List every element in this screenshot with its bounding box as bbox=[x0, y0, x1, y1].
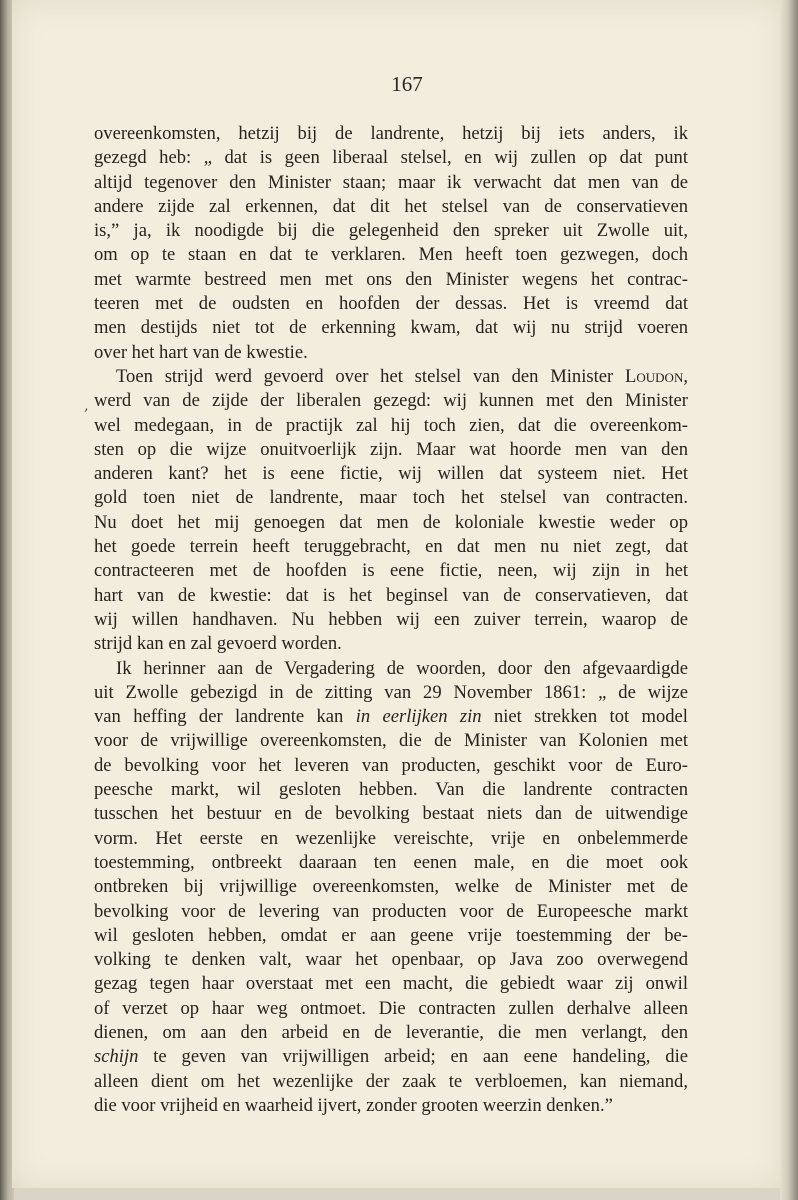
text-line: wij willen handhaven. Nu hebben wij een zuiver terrein, waarop de bbox=[94, 608, 688, 630]
text-line: over het hart van de kwestie. bbox=[94, 341, 308, 363]
text-line: is,” ja, ik noodigde bij die gelegenheid den spreker uit Zwolle uit, bbox=[94, 220, 688, 242]
text-line: strijd kan en zal gevoerd worden. bbox=[94, 633, 342, 655]
name-loudon: Loudon bbox=[625, 365, 684, 387]
text-fragment: niet strekken tot model bbox=[481, 706, 688, 728]
text-line: men destijds niet tot de erkenning kwam, dat wij nu strijd voeren bbox=[94, 317, 688, 339]
italic-phrase: in eerlijken zin bbox=[355, 706, 482, 728]
text-line: ontbreken bij vrijwillige overeenkomsten, welke de Minister met de bbox=[94, 876, 688, 898]
text-line: wel medegaan, in de practijk zal hij toch zien, dat die overeenkom- bbox=[94, 414, 688, 436]
text-line: voor de vrijwillige overeenkomsten, die de Minister van Kolonien met bbox=[94, 730, 688, 752]
text-line: wil gesloten hebben, omdat er aan geene vrije toestemming der be- bbox=[94, 924, 688, 946]
text-line: de bevolking voor het leveren van producten, geschikt voor de Euro- bbox=[94, 754, 688, 776]
text-line: tusschen het bestuur en de bevolking bestaat niets dan de uitwendige bbox=[94, 803, 688, 825]
text-line: Ik herinner aan de Vergadering de woorden, door den afgevaardigde bbox=[116, 657, 688, 679]
text-fragment: van heffing der landrente kan bbox=[94, 706, 356, 728]
text-line: sten op die wijze onuitvoerlijk zijn. Maar wat hoorde men van den bbox=[94, 438, 688, 460]
text-line: gezag tegen haar overstaat met een macht, die gebiedt waar zij onwil bbox=[94, 973, 688, 995]
text-line: uit Zwolle gebezigd in de zitting van 29 November 1861: „ de wijze bbox=[94, 681, 688, 703]
text-line: met warmte bestreed men met ons den Minister wegens het contrac- bbox=[94, 268, 688, 290]
italic-word: schijn bbox=[94, 1046, 139, 1068]
margin-mark: ‚ bbox=[84, 398, 89, 414]
text-line: om op te staan en dat te verklaren. Men heeft toen gezwegen, doch bbox=[94, 244, 688, 266]
text-line-eerlijken bbox=[94, 705, 688, 729]
text-line: toestemming, ontbreekt daaraan ten eenen male, en die moet ook bbox=[94, 851, 688, 873]
text-line: anderen kant? het is eene fictie, wij willen dat systeem niet. Het bbox=[94, 463, 688, 485]
text-line: contracteeren met de hoofden is eene fictie, neen, wij zijn in het bbox=[94, 560, 688, 582]
text-line: gold toen niet de landrente, maar toch het stelsel van contracten. bbox=[94, 487, 688, 509]
text-line-schijn bbox=[94, 1045, 688, 1069]
text-line: dienen, om aan den arbeid en de leverantie, die men verlangt, den bbox=[94, 1021, 688, 1043]
text-line: het goede terrein heeft teruggebracht, en dat men nu niet zegt, dat bbox=[94, 536, 688, 558]
text-line: altijd tegenover den Minister staan; maar ik verwacht dat men van de bbox=[94, 171, 688, 193]
text-line: teeren met de oudsten en hoofden der dessas. Het is vreemd dat bbox=[94, 293, 688, 315]
text-line: Nu doet het mij genoegen dat men de koloniale kwestie weder op bbox=[94, 511, 688, 533]
text-line: peesche markt, wil gesloten hebben. Van die landrente contracten bbox=[94, 779, 688, 801]
text-line-loudon bbox=[94, 365, 688, 389]
text-line: of verzet op haar weg ontmoet. Die contracten zullen derhalve alleen bbox=[94, 997, 688, 1019]
text-line: die voor vrijheid en waarheid ijvert, zonder grooten weerzin denken.” bbox=[94, 1094, 613, 1116]
text-line: volking te denken valt, waar het openbaar, op Java zoo overwegend bbox=[94, 949, 688, 971]
text-line: alleen dient om het wezenlijke der zaak te verbloemen, kan niemand, bbox=[94, 1070, 688, 1092]
text-line: hart van de kwestie: dat is het beginsel van de conservatieven, dat bbox=[94, 584, 688, 606]
text-line: bevolking voor de levering van producten voor de Europeesche markt bbox=[94, 900, 688, 922]
text-line: vorm. Het eerste en wezenlijke vereischte, vrije en onbelemmerde bbox=[94, 827, 688, 849]
page-number: 167 bbox=[391, 72, 423, 96]
scan-right-edge bbox=[780, 0, 798, 1200]
text-fragment: , bbox=[683, 365, 688, 387]
text-line: werd van de zijde der liberalen gezegd: wij kunnen met den Minister bbox=[94, 390, 688, 412]
text-line: overeenkomsten, hetzij bij de landrente, hetzij bij iets anders, ik bbox=[94, 123, 688, 144]
text-fragment: Toen strijd werd gevoerd over het stelsel van den Minister bbox=[116, 365, 626, 387]
text-line: gezegd heb: „ dat is geen liberaal stelsel, en wij zullen op dat punt bbox=[94, 147, 688, 169]
text-line: andere zijde zal erkennen, dat dit het stelsel van de conservatieven bbox=[94, 195, 688, 217]
text-fragment: te geven van vrijwilligen arbeid; en aan eene handeling, die bbox=[138, 1046, 688, 1068]
body-text bbox=[94, 122, 688, 1118]
